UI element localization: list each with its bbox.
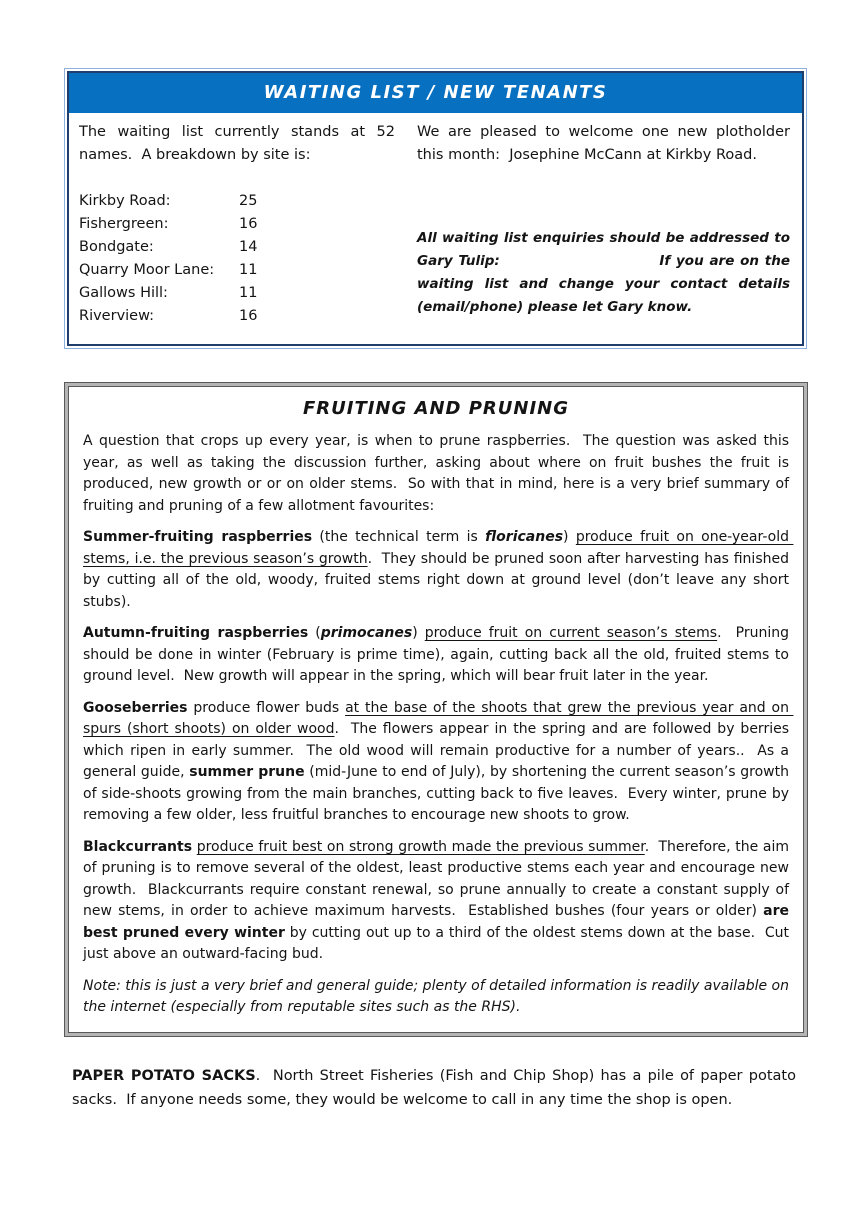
site-name: Riverview:	[79, 308, 155, 324]
waiting-list-body	[69, 113, 802, 344]
waiting-list-header	[69, 73, 802, 113]
paper-potato-sacks-paragraph: PAPER POTATO SACKS. North Street Fisheries (Fish and Chip Shop) has a pile of paper potato sacks. If anyone needs some, they would be welcome to call in any time the shop is open.	[72, 1068, 801, 1108]
waiting-list-intro: The waiting list currently stands at 52 names. A breakdown by site is:	[79, 124, 400, 163]
site-row	[79, 305, 395, 328]
site-count: 11	[239, 262, 258, 278]
site-count: 25	[239, 193, 258, 209]
gooseberries-paragraph: Gooseberries produce flower buds at the base of the shoots that grew the previous year and on spurs (short shoots) on older wood. The flowers appear in the spring and are followed by berries which ripen in early summer. The old wood will remain productive for a number of years.. As a general guide, summer prune (mid-June to end of July), by shortening the current season’s growth of side-shoots growing from the main branches, cutting back to five leaves. Every winter, prune by removing a few older, less fruitful branches to encourage new shoots to grow.	[83, 699, 794, 823]
enquiries-note: All waiting list enquiries should be addressed to Gary Tulip: If you are on the waiting list and change your contact details (email/phone) please let Gary know.	[417, 230, 795, 315]
site-count: 16	[239, 216, 258, 232]
waiting-list-left-column	[79, 121, 400, 328]
waiting-list-title: WAITING LIST / NEW TENANTS	[263, 82, 608, 103]
site-row	[79, 236, 395, 259]
blackcurrants-paragraph: Blackcurrants produce fruit best on strong growth made the previous summer. Therefore, the aim of pruning is to remove several of the oldest, least productive stems each year and encourage new growth. Blackcurrants require constant renewal, so prune annually to create a constant supply of new stems, in order to achieve maximum harvests. Established bushes (four years or older) are best pruned every winter by cutting out up to a third of the oldest stems down at the base. Cut just above an outward-facing bud.	[83, 838, 794, 962]
fruiting-pruning-frame	[65, 383, 807, 1036]
site-count: 11	[239, 285, 258, 301]
site-count: 14	[239, 239, 258, 255]
fruiting-pruning-box	[64, 382, 808, 1037]
waiting-list-box	[64, 68, 807, 349]
summer-raspberries-paragraph: Summer-fruiting raspberries (the technical term is floricanes) produce fruit on one-year-old stems, i.e. the previous season’s growth. They should be pruned soon after harvesting has finished by cutting all of the old, woody, fruited stems right down at ground level (don’t leave any short stubs).	[83, 529, 794, 610]
site-row	[79, 190, 395, 213]
site-count: 16	[239, 308, 258, 324]
fruiting-pruning-title: FRUITING AND PRUNING	[302, 398, 570, 419]
fruiting-pruning-content	[68, 386, 804, 1033]
site-name: Bondgate:	[79, 239, 154, 255]
site-row	[79, 213, 395, 236]
fruiting-intro-paragraph: A question that crops up every year, is when to prune raspberries. The question was asked this year, as well as taking the discussion further, asking about where on fruit bushes the fruit is produced, new growth or or on older stems. So with that in mind, here is a very brief summary of fruiting and pruning of a few allotment favourites:	[83, 433, 794, 514]
waiting-list-right-column	[417, 121, 795, 328]
site-name: Fishergreen:	[79, 216, 169, 232]
note-paragraph: Note: this is just a very brief and general guide; plenty of detailed information is readily available on the internet (especially from reputable sites such as the RHS).	[83, 977, 794, 1015]
waiting-list-frame	[67, 71, 804, 346]
site-row	[79, 259, 395, 282]
site-row	[79, 282, 395, 305]
site-name: Quarry Moor Lane:	[79, 262, 215, 278]
site-name: Gallows Hill:	[79, 285, 168, 301]
welcome-note: We are pleased to welcome one new plotholder this month: Josephine McCann at Kirkby Road.	[417, 124, 795, 163]
site-list	[79, 190, 395, 328]
autumn-raspberries-paragraph: Autumn-fruiting raspberries (primocanes) produce fruit on current season’s stems. Pruning should be done in winter (February is prime time), again, cutting back all the old, fruited stems to ground level. New growth will appear in the spring, which will bear fruit later in the year.	[83, 625, 794, 684]
site-name: Kirkby Road:	[79, 193, 171, 209]
